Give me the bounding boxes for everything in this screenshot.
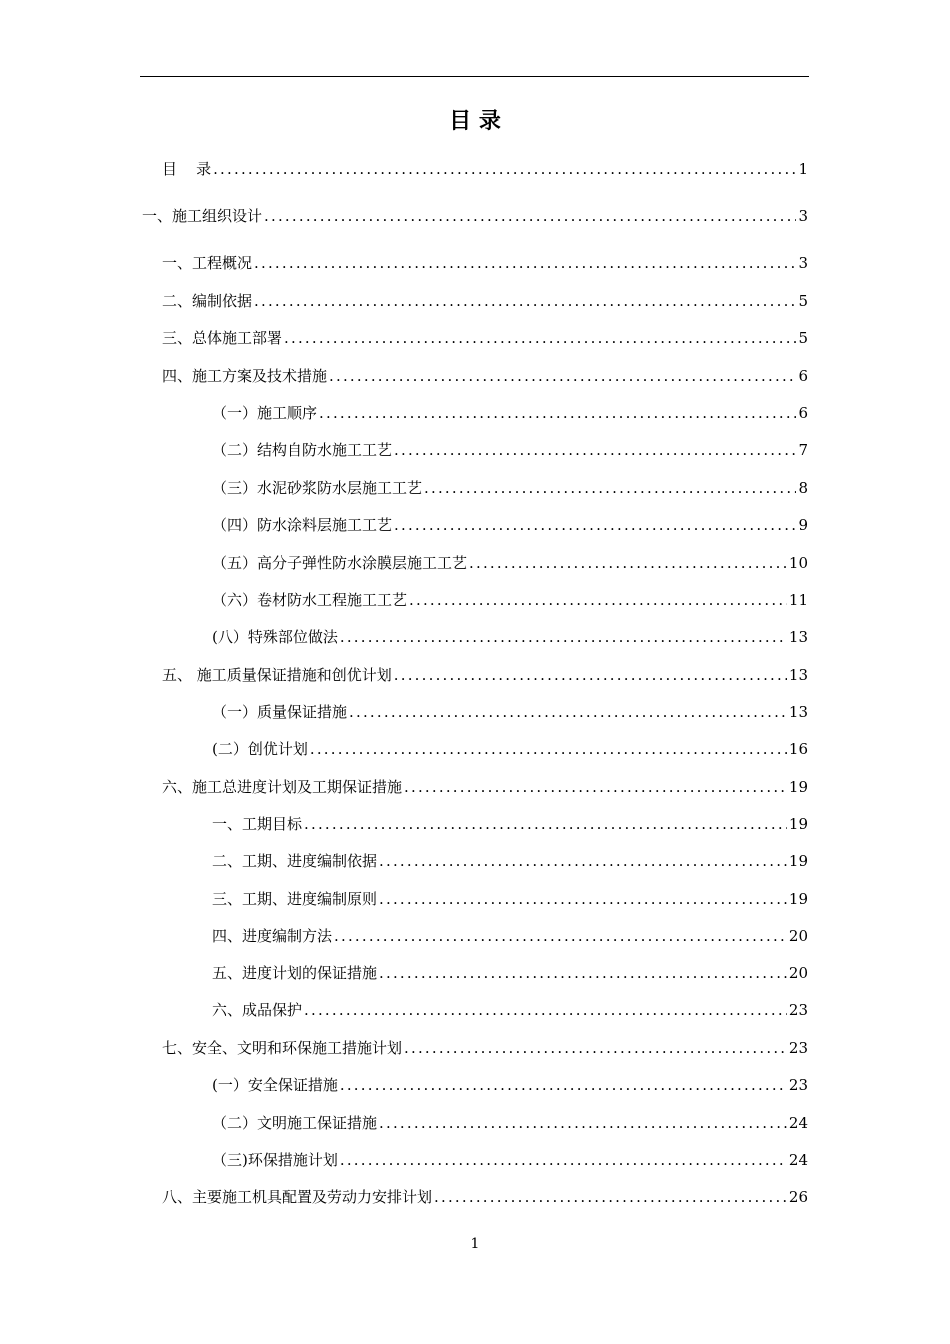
toc-entry-label: （三)环保措施计划 bbox=[212, 1151, 338, 1169]
toc-entry-page: 19 bbox=[788, 890, 808, 908]
toc-leader-dots bbox=[254, 251, 796, 275]
toc-entry-label: 目 录 bbox=[162, 160, 212, 178]
toc-entry bbox=[162, 289, 808, 313]
toc-leader-dots bbox=[404, 1036, 787, 1060]
toc-entry bbox=[212, 812, 808, 836]
toc-entry-label: 六、成品保护 bbox=[212, 1001, 303, 1019]
toc-entry-page: 8 bbox=[798, 479, 808, 497]
toc-entry-page: 19 bbox=[788, 778, 808, 796]
toc-leader-dots bbox=[213, 157, 796, 181]
toc-entry-page: 13 bbox=[788, 628, 808, 646]
toc-leader-dots bbox=[254, 289, 796, 313]
toc-entry-label: (二）创优计划 bbox=[212, 740, 308, 758]
toc-entry-label: 七、安全、文明和环保施工措施计划 bbox=[162, 1039, 403, 1057]
toc-entry bbox=[162, 326, 808, 350]
toc-entry bbox=[162, 157, 808, 181]
toc-leader-dots bbox=[329, 364, 796, 388]
toc-leader-dots bbox=[319, 401, 796, 425]
toc-entry-label: （三）水泥砂浆防水层施工工艺 bbox=[212, 479, 423, 497]
toc-entry-page: 19 bbox=[788, 852, 808, 870]
toc-entry bbox=[212, 849, 808, 873]
toc-entry-label: （一）施工顺序 bbox=[212, 404, 318, 422]
toc-entry-page: 23 bbox=[788, 1039, 808, 1057]
toc-entry-label: 六、施工总进度计划及工期保证措施 bbox=[162, 778, 403, 796]
toc-entry bbox=[212, 961, 808, 985]
toc-leader-dots bbox=[284, 326, 796, 350]
toc-entry-label: （二）结构自防水施工工艺 bbox=[212, 441, 393, 459]
toc-entry bbox=[212, 513, 808, 537]
toc-entry bbox=[212, 1073, 808, 1097]
toc-leader-dots bbox=[394, 663, 787, 687]
toc-entry bbox=[162, 663, 808, 687]
toc-entry-page: 3 bbox=[798, 254, 808, 272]
toc-leader-dots bbox=[394, 513, 796, 537]
toc-entry-page: 19 bbox=[788, 815, 808, 833]
toc-entry bbox=[162, 775, 808, 799]
toc-entry bbox=[212, 551, 808, 575]
toc-leader-dots bbox=[394, 438, 796, 462]
toc-leader-dots bbox=[310, 737, 787, 761]
toc-leader-dots bbox=[304, 998, 787, 1022]
toc-entry-page: 5 bbox=[798, 329, 808, 347]
toc-entry-page: 3 bbox=[798, 207, 808, 225]
toc-leader-dots bbox=[379, 849, 787, 873]
toc-entry bbox=[212, 438, 808, 462]
toc-entry-label: 一、工程概况 bbox=[162, 254, 253, 272]
toc-entry-label: (八）特殊部位做法 bbox=[212, 628, 338, 646]
toc-entry bbox=[212, 476, 808, 500]
toc-leader-dots bbox=[264, 204, 796, 228]
toc-entry-page: 6 bbox=[798, 404, 808, 422]
toc-entry-page: 26 bbox=[788, 1188, 808, 1206]
toc-entry-page: 6 bbox=[798, 367, 808, 385]
toc-entry bbox=[212, 1148, 808, 1172]
toc-leader-dots bbox=[340, 1073, 787, 1097]
toc-leader-dots bbox=[424, 476, 796, 500]
header-rule bbox=[140, 76, 809, 77]
page-title: 目 录 bbox=[449, 108, 501, 134]
toc-leader-dots bbox=[349, 700, 787, 724]
toc-leader-dots bbox=[434, 1185, 787, 1209]
toc-entry-label: 三、总体施工部署 bbox=[162, 329, 283, 347]
page-number: 1 bbox=[470, 1236, 480, 1252]
toc-entry-label: 五、进度计划的保证措施 bbox=[212, 964, 378, 982]
toc-entry bbox=[162, 1185, 808, 1209]
toc-entry-label: （二）文明施工保证措施 bbox=[212, 1114, 378, 1132]
toc-entry-page: 16 bbox=[788, 740, 808, 758]
toc-leader-dots bbox=[304, 812, 787, 836]
toc-leader-dots bbox=[379, 887, 787, 911]
toc-entry-label: 五、 施工质量保证措施和创优计划 bbox=[162, 666, 392, 684]
toc-leader-dots bbox=[334, 924, 787, 948]
toc-entry bbox=[212, 998, 808, 1022]
toc-entry bbox=[162, 1036, 808, 1060]
toc-leader-dots bbox=[340, 625, 787, 649]
toc-entry-page: 24 bbox=[788, 1151, 808, 1169]
toc-entry-page: 1 bbox=[798, 160, 808, 178]
toc-leader-dots bbox=[409, 588, 787, 612]
toc-entry-page: 23 bbox=[788, 1076, 808, 1094]
toc-entry-label: 四、进度编制方法 bbox=[212, 927, 333, 945]
toc-entry-label: 一、工期目标 bbox=[212, 815, 303, 833]
toc-entry-page: 13 bbox=[788, 703, 808, 721]
toc-entry-label: （六）卷材防水工程施工工艺 bbox=[212, 591, 408, 609]
toc-entry-page: 23 bbox=[788, 1001, 808, 1019]
toc-entry bbox=[212, 588, 808, 612]
toc-entry-page: 13 bbox=[788, 666, 808, 684]
toc-entry-label: （一）质量保证措施 bbox=[212, 703, 348, 721]
toc-entry bbox=[212, 625, 808, 649]
toc-entry-label: （五）高分子弹性防水涂膜层施工工艺 bbox=[212, 554, 468, 572]
toc-entry-page: 24 bbox=[788, 1114, 808, 1132]
toc-entry bbox=[142, 204, 808, 228]
toc-entry bbox=[212, 401, 808, 425]
toc-entry bbox=[162, 364, 808, 388]
toc-entry-page: 5 bbox=[798, 292, 808, 310]
toc-entry-label: 二、编制依据 bbox=[162, 292, 253, 310]
toc-entry-page: 11 bbox=[788, 591, 808, 609]
toc-entry-label: 三、工期、进度编制原则 bbox=[212, 890, 378, 908]
toc-entry-label: 四、施工方案及技术措施 bbox=[162, 367, 328, 385]
toc-entry-page: 20 bbox=[788, 927, 808, 945]
toc-entry bbox=[212, 887, 808, 911]
toc-entry-label: 一、施工组织设计 bbox=[142, 207, 263, 225]
toc-entry-label: （四）防水涂料层施工工艺 bbox=[212, 516, 393, 534]
toc-leader-dots bbox=[379, 961, 787, 985]
toc-leader-dots bbox=[404, 775, 787, 799]
toc-entry-page: 10 bbox=[788, 554, 808, 572]
toc-leader-dots bbox=[469, 551, 787, 575]
toc-entry bbox=[212, 924, 808, 948]
toc-leader-dots bbox=[340, 1148, 787, 1172]
toc-entry bbox=[212, 737, 808, 761]
toc-entry-page: 7 bbox=[798, 441, 808, 459]
toc-leader-dots bbox=[379, 1111, 787, 1135]
toc-entry-label: 二、工期、进度编制依据 bbox=[212, 852, 378, 870]
toc-entry-page: 9 bbox=[798, 516, 808, 534]
toc-entry bbox=[212, 1111, 808, 1135]
toc-entry bbox=[162, 251, 808, 275]
toc-entry-page: 20 bbox=[788, 964, 808, 982]
toc-entry-label: 八、主要施工机具配置及劳动力安排计划 bbox=[162, 1188, 433, 1206]
toc-entry-label: (一）安全保证措施 bbox=[212, 1076, 338, 1094]
toc-entry bbox=[212, 700, 808, 724]
